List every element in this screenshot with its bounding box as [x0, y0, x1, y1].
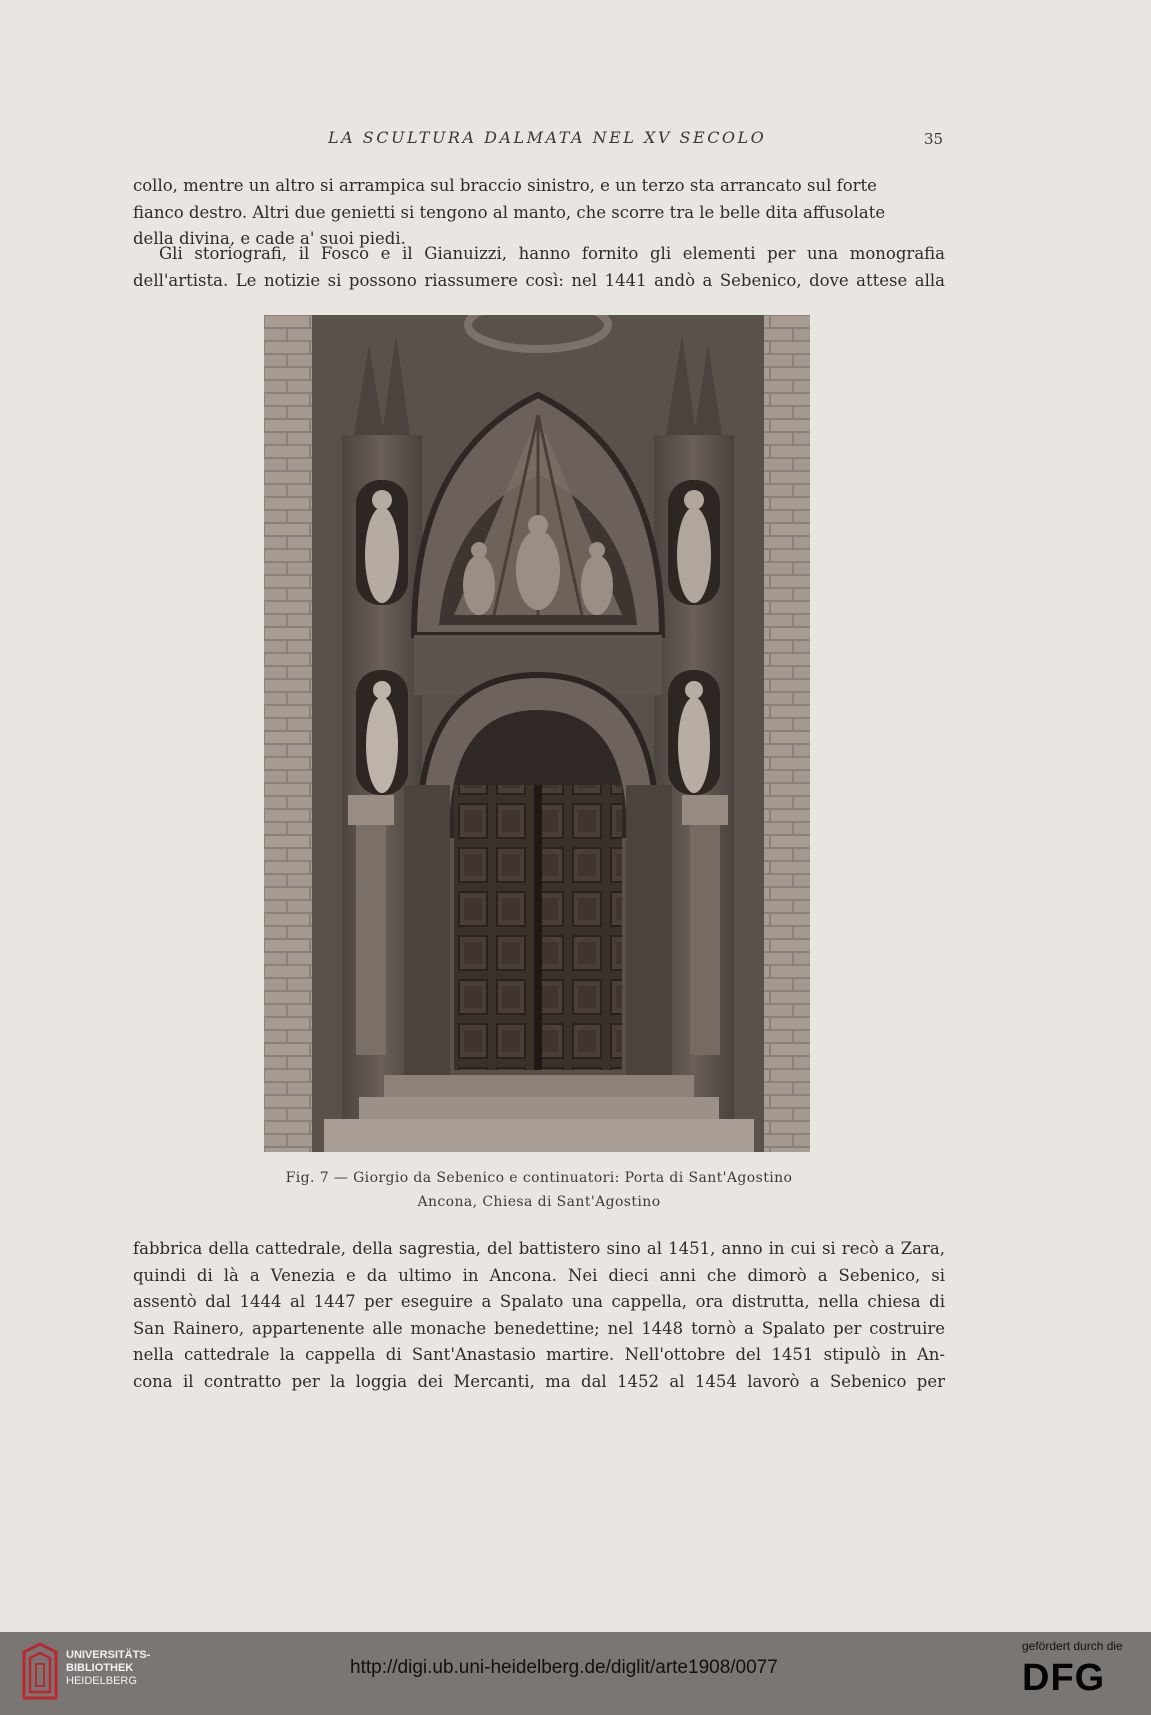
text-line: fabbrica della cattedrale, della sagrestia, del battistero sino al 1451, anno in cui si recò a Zara, — [133, 1239, 945, 1258]
figure-photograph-portal — [264, 315, 810, 1152]
footer-bar — [0, 1632, 1151, 1715]
text-line: nella cattedrale la cappella di Sant'Anastasio martire. Nell'ottobre del 1451 stipulò in An- — [133, 1345, 945, 1365]
text-line: collo, mentre un altro si arrampica sul braccio sinistro, e un terzo sta arrancato sul forte — [133, 176, 877, 195]
text-line: quindi di là a Venezia e da ultimo in Ancona. Nei dieci anni che dimorò a Sebenico, si — [133, 1265, 945, 1285]
text-line: assentò dal 1444 al 1447 per eseguire a Spalato una cappella, ora distrutta, nella chiesa di — [133, 1292, 945, 1312]
figure-caption-location: Ancona, Chiesa di Sant'Agostino — [417, 1194, 661, 1210]
library-name-line: UNIVERSITÄTS- — [66, 1649, 151, 1661]
portal-illustration — [264, 315, 810, 1152]
permalink-url[interactable]: http://digi.ub.uni-heidelberg.de/diglit/arte1908/0077 — [350, 1657, 778, 1678]
university-library-logo-icon — [20, 1642, 60, 1704]
text-line: della divina, e cade a' suoi piedi. — [133, 229, 406, 249]
library-name-line: BIBLIOTHEK — [66, 1662, 134, 1674]
page-number: 35 — [924, 130, 944, 148]
dfg-logo: DFG — [1022, 1657, 1106, 1699]
text-line: fianco destro. Altri due genietti si tengono al manto, che scorre tra le belle dita affusolate — [133, 202, 886, 222]
figure-caption: Fig. 7 — Giorgio da Sebenico e continuatori: Porta di Sant'Agostino — [285, 1170, 793, 1186]
running-title: LA SCULTURA DALMATA NEL XV SECOLO — [328, 128, 767, 147]
text-line: cona il contratto per la loggia dei Mercanti, ma dal 1452 al 1454 lavorò a Sebenico per — [133, 1371, 945, 1391]
library-name-line: HEIDELBERG — [66, 1675, 137, 1687]
text-line: dell'artista. Le notizie si possono riassumere così: nel 1441 andò a Sebenico, dove attese alla — [133, 270, 945, 290]
running-head — [0, 128, 1151, 152]
paragraph-second — [133, 241, 945, 294]
university-library-name — [66, 1649, 150, 1688]
funded-by-label: gefördert durch die — [1022, 1639, 1123, 1653]
text-line: San Rainero, appartenente alle monache benedettine; nel 1448 tornò a Spalato per costruire — [133, 1318, 945, 1338]
paragraph-bottom — [133, 1236, 945, 1396]
text-line: Gli storiografi, il Fosco e il Gianuizzi, hanno fornito gli elementi per una monografia — [159, 244, 945, 263]
